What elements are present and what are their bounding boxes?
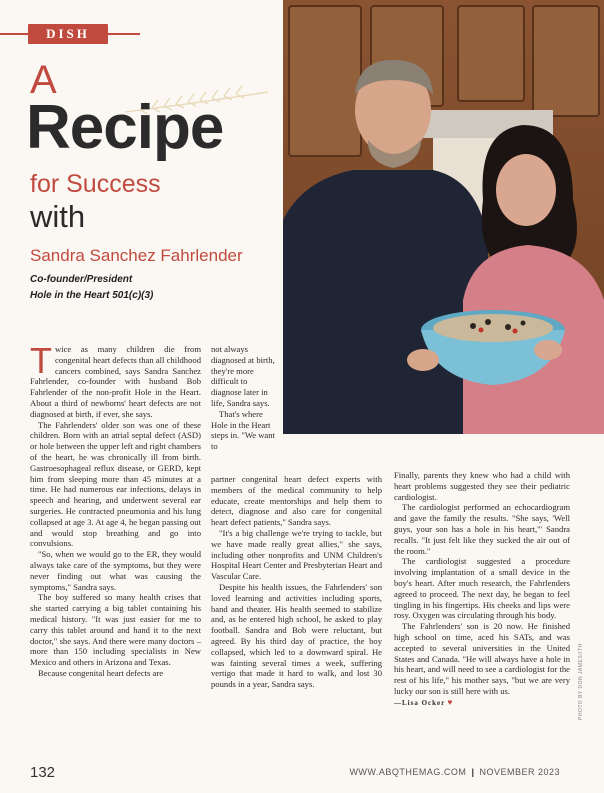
person-name: Sandra Sanchez Fahrlender — [30, 246, 243, 265]
couple-photo — [283, 0, 604, 434]
person-role — [30, 272, 153, 304]
article-paragraph: wice as many children die from congenital heart defects than all childhood cancers combined, says Sandra Sanchez Fahrlender, co-founder with husband Bob Fahrlender of the non-profit Hole in the Heart. About a third of newborns' heart defects are not diagnosed at birth, if ever, she says. — [30, 344, 201, 419]
article-column-1 — [30, 340, 201, 679]
article-column-2-wide — [211, 474, 382, 690]
article-paragraph: Because congenital heart defects are — [38, 667, 164, 678]
section-tag: DISH — [28, 24, 108, 44]
article-column-2-narrow — [211, 344, 277, 452]
footer-website: WWW.ABQTHEMAG.COM — [349, 767, 467, 777]
article-paragraph: partner congenital heart defect experts with members of the medical community to help educate, create mentorships and help them to detect, diagnose and also care for congenital heart defect patients," Sandra says. — [211, 474, 382, 528]
role-title: Co-founder/President — [30, 274, 133, 285]
article-paragraph: The cardiologist performed an echocardiogram and gave the family the results. "She says, 'Well guys, your son has a hole in his heart,'" Sandra recalls. "It just felt like they sucked the air out of the room." — [394, 502, 570, 556]
article-paragraph: not always diagnosed at birth, they're more difficult to diagnose later in life, Sandra says. — [211, 344, 275, 408]
title-line-a: A — [30, 58, 57, 102]
article-paragraph: The Fahrlenders' older son was one of these children. Born with an atrial septal defect (ASD) or hole between the upper left and right chambers of the heart, he was chronically ill from birth. Gastroesophageal reflux disease, or GERD, kept him from sleeping more than 45 minutes at a time. He had numerous ear infections, delays in speech and hearing, and underwent several ear surgeries. He contracted pneumonia and his lung collapsed at age 3. At age 4, he began passing out and would stop breathing and go into convulsions. — [30, 419, 201, 549]
footer-info — [349, 767, 560, 777]
author-signature: —Lisa Ocker — [394, 698, 446, 707]
role-organization: Hole in the Heart 501(c)(3) — [30, 290, 154, 301]
heart-icon: ♥ — [447, 696, 453, 707]
title-with: with — [30, 199, 86, 234]
title-for-success: for Success — [30, 170, 161, 198]
article-paragraph: The boy suffered so many health crises that she started carrying a big tablet containing his medical history. "It was just easier for me to carry this tablet around and hand it to the next doctor," she says. And there were many doctors – more than 150 including specialists in New Mexico and others in Arizona and Texas. — [30, 592, 201, 668]
article-paragraph: The cardiologist suggested a procedure involving implantation of a small device in the boy's heart. After much research, the Fahrlenders agreed to proceed. The next day, he began to feel tingling in his fingertips. His cheeks and lips were rosy. Oxygen was circulating through his body. — [394, 556, 570, 621]
title-recipe: Recipe — [26, 93, 224, 162]
footer-separator: | — [471, 767, 475, 777]
byline — [394, 697, 570, 709]
article-paragraph: Finally, parents they knew who had a child with heart problems suggested they see their pediatric cardiologist. — [394, 470, 570, 502]
photo-credit: PHOTO BY DON JAMES/ITH — [578, 643, 584, 720]
article-paragraph: "It's a big challenge we're trying to tackle, but we have made really great allies," she says, including other nonprofits and UNM Children's Hospital Heart Center and Presbyterian Heart and Vascular Care. — [211, 527, 382, 582]
footer-issue: NOVEMBER 2023 — [479, 767, 560, 777]
article-column-3 — [394, 470, 570, 709]
article-paragraph: "So, when we would go to the ER, they would always take care of the symptoms, but they were never finding out what was causing the symptoms," Sandra says. — [30, 549, 201, 592]
article-paragraph: Despite his health issues, the Fahrlenders' son loved learning and activities including sports, band and theater. His health seemed to stabilize and, as he entered high school, he asked to play football. Sandra and Bob were reluctant, but agreed. By his third day of practice, the boy collapsed, which led to a downward spiral. He was fainting several times a week, suffering vertigo that made it hard to walk, and lost 30 pounds in a year, Sandra says. — [211, 581, 382, 690]
drop-cap: T — [30, 340, 52, 381]
page-number: 132 — [30, 764, 56, 781]
article-paragraph: The Fahrlenders' son is 20 now. He finished high school on time, aced his SATs, and was accepted to several universities in the United States and Canada. "He will always have a hole in his heart, and will need to see a cardiologist for the rest of his life," his mother says, "but we are very lucky our son is still here with us. — [394, 621, 570, 696]
article-paragraph: That's where Hole in the Heart steps in. "We want to — [211, 408, 275, 452]
